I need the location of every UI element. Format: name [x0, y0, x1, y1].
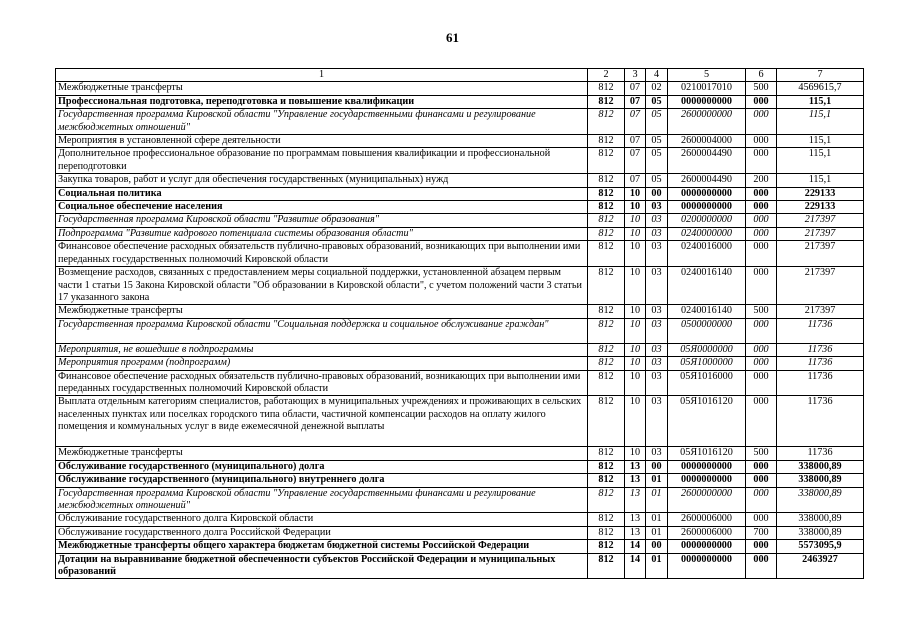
table-row [56, 82, 864, 95]
code-section-cell: 13 [625, 460, 646, 473]
code-ministry-cell: 812 [588, 357, 625, 370]
code-section-cell: 07 [625, 148, 646, 174]
code-section-cell: 14 [625, 553, 646, 579]
row-name-cell: Межбюджетные трансферты общего характера бюджетам бюджетной системы Российской Федерации [56, 540, 588, 553]
code-subsection-cell: 01 [646, 553, 668, 579]
code-ministry-cell: 812 [588, 148, 625, 174]
code-ministry-cell: 812 [588, 95, 625, 108]
amount-cell: 229133 [777, 187, 864, 200]
amount-cell: 115,1 [777, 109, 864, 135]
code-section-cell: 10 [625, 227, 646, 240]
code-section-cell: 07 [625, 95, 646, 108]
code-expense-type-cell: 000 [746, 474, 777, 487]
code-expense-type-cell: 000 [746, 357, 777, 370]
table-row [56, 447, 864, 460]
amount-cell: 115,1 [777, 95, 864, 108]
code-subsection-cell: 03 [646, 201, 668, 214]
code-ministry-cell: 812 [588, 513, 625, 526]
row-name-cell: Государственная программа Кировской области "Социальная поддержка и социальное обслуживание граждан" [56, 318, 588, 343]
code-ministry-cell: 812 [588, 553, 625, 579]
table-row [56, 267, 864, 305]
code-subsection-cell: 01 [646, 513, 668, 526]
code-target-article-cell: 05Я1016120 [668, 396, 746, 447]
header-cell: 4 [646, 69, 668, 82]
table-row [56, 174, 864, 187]
code-subsection-cell: 03 [646, 267, 668, 305]
table-row [56, 540, 864, 553]
amount-cell: 217397 [777, 267, 864, 305]
code-ministry-cell: 812 [588, 82, 625, 95]
code-subsection-cell: 01 [646, 474, 668, 487]
code-ministry-cell: 812 [588, 487, 625, 513]
row-name-cell: Выплата отдельным категориям специалистов, работающих в муниципальных учреждениях и проживающих в сельских населенных пунктах или поселках городского типа области, частичной компенсации расходов на оплату жилого помещения и коммунальных услуг в виде ежемесячной денежной выплаты [56, 396, 588, 447]
code-expense-type-cell: 000 [746, 513, 777, 526]
amount-cell: 338000,89 [777, 487, 864, 513]
code-ministry-cell: 812 [588, 109, 625, 135]
amount-cell: 11736 [777, 343, 864, 356]
code-expense-type-cell: 000 [746, 553, 777, 579]
code-ministry-cell: 812 [588, 526, 625, 539]
table-row [56, 109, 864, 135]
code-ministry-cell: 812 [588, 135, 625, 148]
row-name-cell: Социальная политика [56, 187, 588, 200]
amount-cell: 115,1 [777, 148, 864, 174]
code-ministry-cell: 812 [588, 460, 625, 473]
code-section-cell: 13 [625, 474, 646, 487]
table-row [56, 396, 864, 447]
code-ministry-cell: 812 [588, 447, 625, 460]
code-target-article-cell: 0000000000 [668, 95, 746, 108]
code-ministry-cell: 812 [588, 318, 625, 343]
code-expense-type-cell: 500 [746, 305, 777, 318]
code-expense-type-cell: 000 [746, 460, 777, 473]
code-expense-type-cell: 000 [746, 135, 777, 148]
header-cell: 6 [746, 69, 777, 82]
code-expense-type-cell: 000 [746, 227, 777, 240]
code-target-article-cell: 2600004490 [668, 148, 746, 174]
code-section-cell: 07 [625, 135, 646, 148]
amount-cell: 338000,89 [777, 460, 864, 473]
code-expense-type-cell: 000 [746, 540, 777, 553]
code-target-article-cell: 0000000000 [668, 553, 746, 579]
row-name-cell: Мероприятия программ (подпрограмм) [56, 357, 588, 370]
code-target-article-cell: 0000000000 [668, 201, 746, 214]
code-section-cell: 13 [625, 526, 646, 539]
code-target-article-cell: 0240016140 [668, 305, 746, 318]
amount-cell: 338000,89 [777, 526, 864, 539]
code-ministry-cell: 812 [588, 214, 625, 227]
code-section-cell: 10 [625, 318, 646, 343]
amount-cell: 4569615,7 [777, 82, 864, 95]
row-name-cell: Мероприятия в установленной сфере деятельности [56, 135, 588, 148]
row-name-cell: Межбюджетные трансферты [56, 82, 588, 95]
code-ministry-cell: 812 [588, 174, 625, 187]
row-name-cell: Межбюджетные трансферты [56, 447, 588, 460]
code-subsection-cell: 05 [646, 174, 668, 187]
code-ministry-cell: 812 [588, 370, 625, 396]
code-target-article-cell: 0000000000 [668, 187, 746, 200]
code-subsection-cell: 03 [646, 305, 668, 318]
code-section-cell: 10 [625, 357, 646, 370]
code-target-article-cell: 05Я1016120 [668, 447, 746, 460]
amount-cell: 217397 [777, 241, 864, 267]
code-target-article-cell: 0000000000 [668, 460, 746, 473]
table-row [56, 201, 864, 214]
code-ministry-cell: 812 [588, 474, 625, 487]
code-expense-type-cell: 000 [746, 187, 777, 200]
code-section-cell: 10 [625, 241, 646, 267]
table-row [56, 553, 864, 579]
table-row [56, 95, 864, 108]
code-section-cell: 10 [625, 201, 646, 214]
code-target-article-cell: 0500000000 [668, 318, 746, 343]
table-row [56, 370, 864, 396]
table-row [56, 357, 864, 370]
code-subsection-cell: 05 [646, 109, 668, 135]
header-cell: 7 [777, 69, 864, 82]
table-row [56, 318, 864, 343]
code-target-article-cell: 0000000000 [668, 540, 746, 553]
table-row [56, 305, 864, 318]
table-row [56, 526, 864, 539]
row-name-cell: Межбюджетные трансферты [56, 305, 588, 318]
code-subsection-cell: 03 [646, 343, 668, 356]
code-section-cell: 14 [625, 540, 646, 553]
code-section-cell: 13 [625, 487, 646, 513]
code-expense-type-cell: 000 [746, 214, 777, 227]
table-row [56, 214, 864, 227]
code-ministry-cell: 812 [588, 227, 625, 240]
header-row [56, 69, 864, 82]
code-ministry-cell: 812 [588, 396, 625, 447]
amount-cell: 217397 [777, 305, 864, 318]
code-ministry-cell: 812 [588, 241, 625, 267]
amount-cell: 229133 [777, 201, 864, 214]
table-row [56, 227, 864, 240]
code-ministry-cell: 812 [588, 540, 625, 553]
code-expense-type-cell: 000 [746, 267, 777, 305]
code-expense-type-cell: 000 [746, 370, 777, 396]
code-expense-type-cell: 500 [746, 82, 777, 95]
amount-cell: 217397 [777, 227, 864, 240]
row-name-cell: Финансовое обеспечение расходных обязательств публично-правовых образований, возникающих при выполнении ими переданных государственных полномочий Кировской области [56, 241, 588, 267]
code-subsection-cell: 00 [646, 540, 668, 553]
code-expense-type-cell: 000 [746, 109, 777, 135]
code-expense-type-cell: 000 [746, 396, 777, 447]
table-row [56, 343, 864, 356]
header-cell: 1 [56, 69, 588, 82]
row-name-cell: Обслуживание государственного (муниципального) долга [56, 460, 588, 473]
table-row [56, 148, 864, 174]
code-subsection-cell: 03 [646, 227, 668, 240]
code-section-cell: 10 [625, 187, 646, 200]
code-subsection-cell: 03 [646, 241, 668, 267]
code-ministry-cell: 812 [588, 267, 625, 305]
amount-cell: 217397 [777, 214, 864, 227]
code-ministry-cell: 812 [588, 201, 625, 214]
row-name-cell: Государственная программа Кировской области "Управление государственными финансами и регулирование межбюджетных отношений" [56, 487, 588, 513]
amount-cell: 115,1 [777, 135, 864, 148]
row-name-cell: Обслуживание государственного (муниципального) внутреннего долга [56, 474, 588, 487]
row-name-cell: Финансовое обеспечение расходных обязательств публично-правовых образований, возникающих при выполнении ими переданных государственных полномочий Кировской области [56, 370, 588, 396]
row-name-cell: Закупка товаров, работ и услуг для обеспечения государственных (муниципальных) нужд [56, 174, 588, 187]
code-subsection-cell: 00 [646, 460, 668, 473]
amount-cell: 2463927 [777, 553, 864, 579]
code-expense-type-cell: 000 [746, 201, 777, 214]
code-section-cell: 10 [625, 305, 646, 318]
code-section-cell: 07 [625, 109, 646, 135]
amount-cell: 11736 [777, 357, 864, 370]
code-target-article-cell: 2600004490 [668, 174, 746, 187]
code-expense-type-cell: 000 [746, 487, 777, 513]
code-target-article-cell: 0210017010 [668, 82, 746, 95]
code-section-cell: 13 [625, 513, 646, 526]
table-row [56, 487, 864, 513]
row-name-cell: Государственная программа Кировской области "Управление государственными финансами и регулирование межбюджетных отношений" [56, 109, 588, 135]
code-expense-type-cell: 500 [746, 447, 777, 460]
code-subsection-cell: 03 [646, 357, 668, 370]
table-body [56, 82, 864, 579]
code-target-article-cell: 0240000000 [668, 227, 746, 240]
code-subsection-cell: 03 [646, 214, 668, 227]
code-ministry-cell: 812 [588, 187, 625, 200]
code-section-cell: 10 [625, 447, 646, 460]
table-row [56, 241, 864, 267]
amount-cell: 11736 [777, 396, 864, 447]
table-row [56, 187, 864, 200]
code-target-article-cell: 05Я1016000 [668, 370, 746, 396]
code-expense-type-cell: 000 [746, 148, 777, 174]
code-section-cell: 10 [625, 343, 646, 356]
header-cell: 5 [668, 69, 746, 82]
row-name-cell: Социальное обеспечение населения [56, 201, 588, 214]
amount-cell: 338000,89 [777, 513, 864, 526]
row-name-cell: Дотации на выравнивание бюджетной обеспеченности субъектов Российской Федерации и муниципальных образований [56, 553, 588, 579]
code-target-article-cell: 0000000000 [668, 474, 746, 487]
code-section-cell: 10 [625, 370, 646, 396]
code-expense-type-cell: 700 [746, 526, 777, 539]
budget-table [55, 68, 864, 579]
code-ministry-cell: 812 [588, 305, 625, 318]
code-subsection-cell: 01 [646, 487, 668, 513]
amount-cell: 115,1 [777, 174, 864, 187]
amount-cell: 11736 [777, 370, 864, 396]
code-target-article-cell: 2600006000 [668, 513, 746, 526]
table-row [56, 135, 864, 148]
code-target-article-cell: 2600000000 [668, 487, 746, 513]
row-name-cell: Обслуживание государственного долга Кировской области [56, 513, 588, 526]
row-name-cell: Обслуживание государственного долга Российской Федерации [56, 526, 588, 539]
amount-cell: 11736 [777, 318, 864, 343]
code-section-cell: 07 [625, 174, 646, 187]
code-subsection-cell: 05 [646, 95, 668, 108]
header-cell: 2 [588, 69, 625, 82]
code-section-cell: 10 [625, 396, 646, 447]
code-target-article-cell: 2600006000 [668, 526, 746, 539]
code-expense-type-cell: 200 [746, 174, 777, 187]
row-name-cell: Возмещение расходов, связанных с предоставлением меры социальной поддержки, установленной абзацем первым части 1 статьи 15 Закона Кировской области "Об образовании в Кировской области", с учетом положений части 3 статьи 17 указанного закона [56, 267, 588, 305]
code-target-article-cell: 05Я0000000 [668, 343, 746, 356]
code-subsection-cell: 05 [646, 148, 668, 174]
code-subsection-cell: 03 [646, 370, 668, 396]
code-subsection-cell: 03 [646, 396, 668, 447]
table-row [56, 474, 864, 487]
page-number: 61 [446, 30, 459, 45]
code-target-article-cell: 0240016140 [668, 267, 746, 305]
row-name-cell: Государственная программа Кировской области "Развитие образования" [56, 214, 588, 227]
code-target-article-cell: 2600000000 [668, 109, 746, 135]
code-subsection-cell: 01 [646, 526, 668, 539]
code-section-cell: 10 [625, 214, 646, 227]
table-row [56, 460, 864, 473]
code-target-article-cell: 2600004000 [668, 135, 746, 148]
row-name-cell: Дополнительное профессиональное образование по программам повышения квалификации и профессиональной переподготовки [56, 148, 588, 174]
row-name-cell: Подпрограмма "Развитие кадрового потенциала системы образования области" [56, 227, 588, 240]
row-name-cell: Профессиональная подготовка, переподготовка и повышение квалификации [56, 95, 588, 108]
code-expense-type-cell: 000 [746, 95, 777, 108]
code-expense-type-cell: 000 [746, 318, 777, 343]
header-cell: 3 [625, 69, 646, 82]
code-target-article-cell: 05Я1000000 [668, 357, 746, 370]
code-subsection-cell: 03 [646, 318, 668, 343]
amount-cell: 11736 [777, 447, 864, 460]
code-subsection-cell: 00 [646, 187, 668, 200]
code-subsection-cell: 03 [646, 447, 668, 460]
code-section-cell: 10 [625, 267, 646, 305]
code-expense-type-cell: 000 [746, 343, 777, 356]
code-subsection-cell: 02 [646, 82, 668, 95]
code-subsection-cell: 05 [646, 135, 668, 148]
code-section-cell: 07 [625, 82, 646, 95]
table-row [56, 513, 864, 526]
code-ministry-cell: 812 [588, 343, 625, 356]
amount-cell: 338000,89 [777, 474, 864, 487]
amount-cell: 5573095,9 [777, 540, 864, 553]
code-expense-type-cell: 000 [746, 241, 777, 267]
code-target-article-cell: 0200000000 [668, 214, 746, 227]
code-target-article-cell: 0240016000 [668, 241, 746, 267]
row-name-cell: Мероприятия, не вошедшие в подпрограммы [56, 343, 588, 356]
